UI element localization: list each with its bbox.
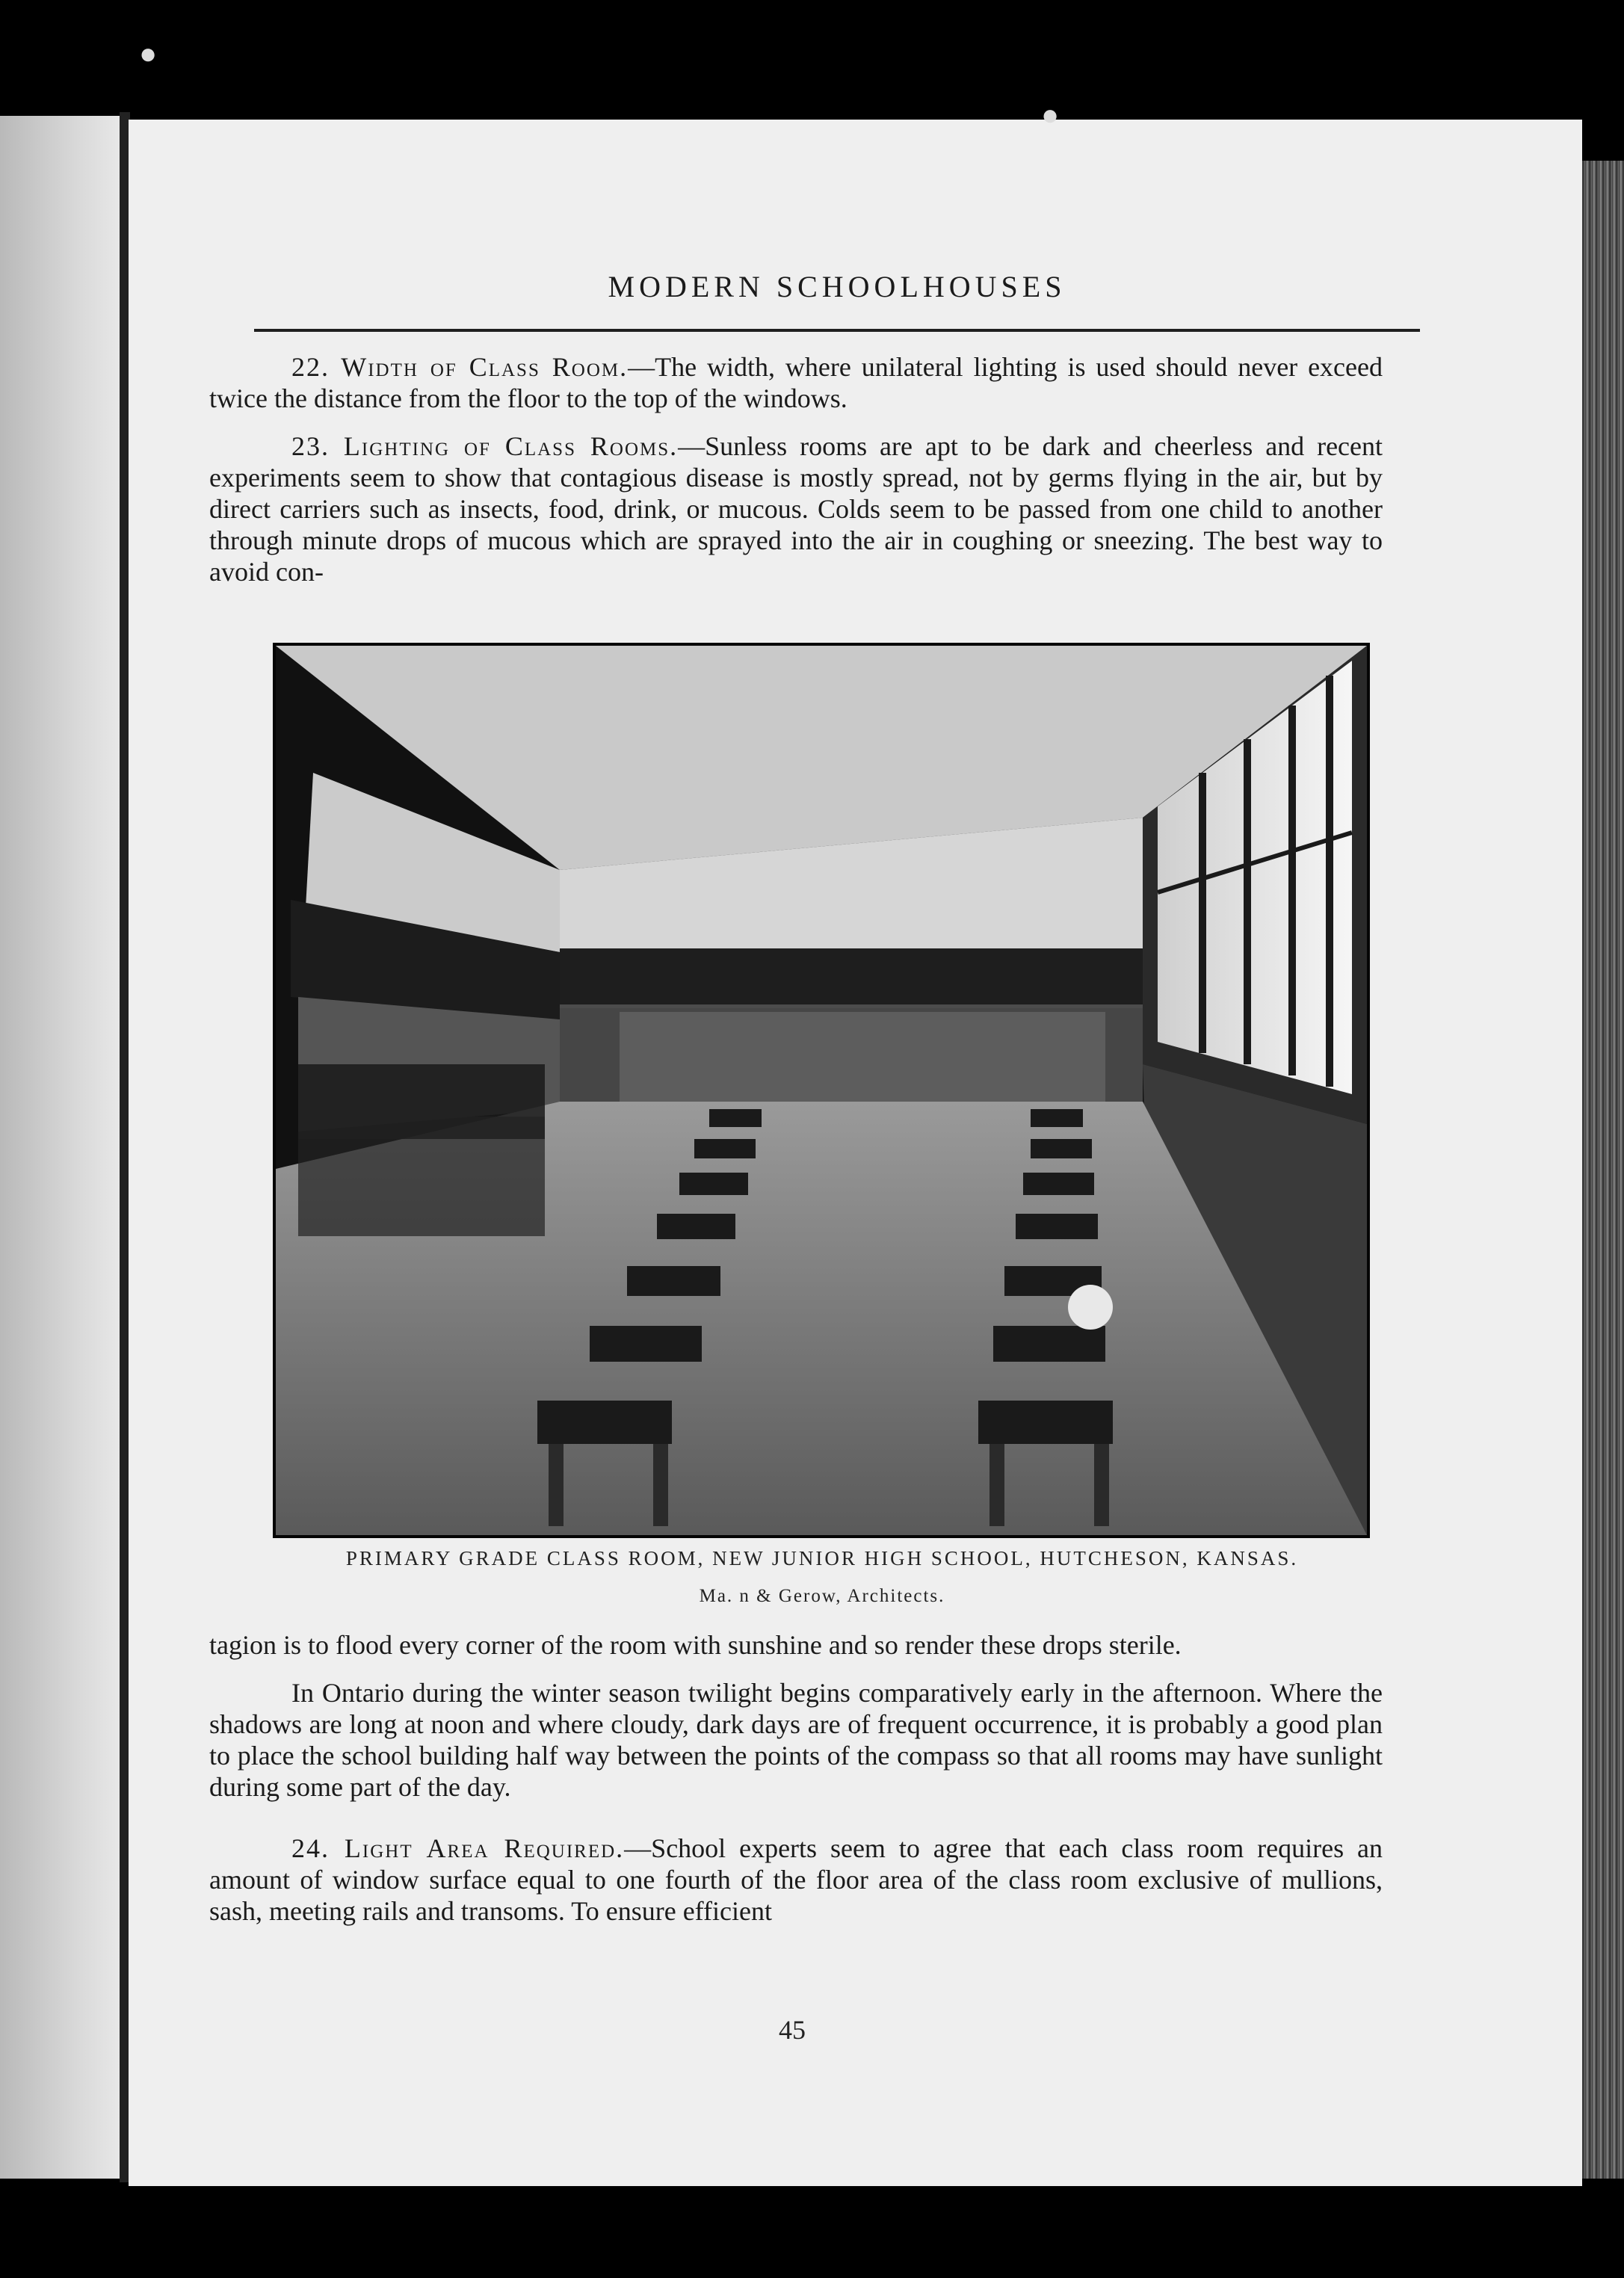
section-23-heading: 23. Lighting of Class Rooms. [291,431,679,461]
scan-speck-right: ● [1041,98,1060,132]
upper-text [209,351,1383,587]
ontario-paragraph: In Ontario during the winter season twilight begins comparatively early in the afternoon. Where the shadows are long at noon and where cloudy, dark days are of frequent occurrence, it is probably a good plan to place the school building half way between the points of the compass so that all rooms may have sunlight during some part of the day. [209,1678,1383,1802]
section-24-body: —School experts seem to agree that each class room requires an amount of window surface equal to one fourth of the floor area of the class room exclusive of mullions, sash, meeting rails and transoms. To ensure efficient [209,1833,1383,1926]
figure-credit: Ma. n & Gerow, Architects. [699,1586,945,1606]
lower-text [209,1629,1383,1927]
section-22 [209,351,1383,414]
header-rule [254,329,1420,332]
section-24-heading: 24. Light Area Required. [291,1833,625,1863]
classroom-photo-image [276,646,1367,1535]
section-24 [209,1833,1383,1927]
continued-paragraph: tagion is to flood every corner of the room with sunshine and so render these drops sterile. [209,1630,1182,1660]
page-number: 45 [779,2015,806,2045]
section-22-heading: 22. Width of Class Room. [291,352,629,382]
section-23 [209,430,1383,587]
classroom-photo [273,643,1370,1538]
section-23-body: —Sunless rooms are apt to be dark and cheerless and recent experiments seem to show that contagious disease is mostly spread, not by germs flying in the air, but by direct carriers such as insects, food, drink, or mucous. Colds seem to be passed from one child to another through minute drops of mucous which are sprayed into the air in coughing or sneezing. The best way to avoid con- [209,431,1383,587]
section-22-body: —The width, where unilateral lighting is used should never exceed twice the distance from the floor to the top of the windows. [209,352,1383,413]
left-page [0,116,126,2179]
figure-caption: PRIMARY GRADE CLASS ROOM, NEW JUNIOR HIGH SCHOOL, HUTCHESON, KANSAS. [345,1547,1299,1569]
scan-speck-left: ● [139,37,158,70]
running-head: MODERN SCHOOLHOUSES [608,270,1066,303]
